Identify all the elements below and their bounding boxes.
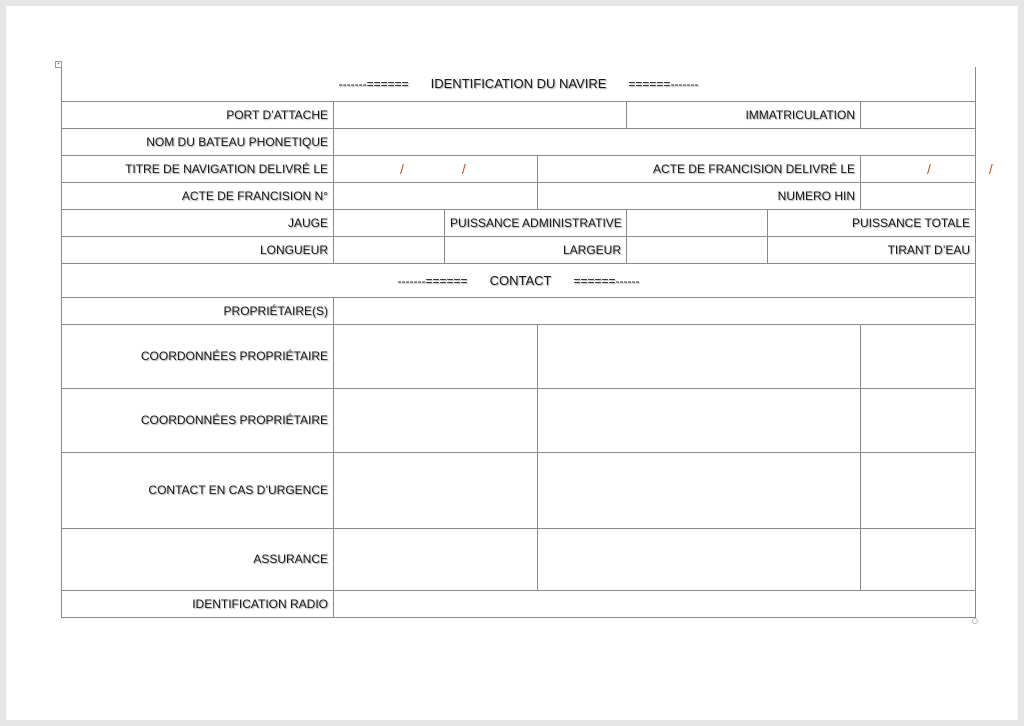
label-coordonnees-proprietaire-2: COORDONNÉES PROPRIÉTAIRE	[62, 388, 334, 452]
field-coordonnees-2c[interactable]	[861, 388, 976, 452]
field-assurance-a[interactable]	[334, 528, 538, 590]
field-coordonnees-2b[interactable]	[538, 388, 861, 452]
label-jauge: JAUGE	[62, 209, 334, 236]
field-immatriculation[interactable]	[861, 101, 976, 128]
label-contact-urgence: CONTACT EN CAS D’URGENCE	[62, 452, 334, 528]
field-assurance-b[interactable]	[538, 528, 861, 590]
field-acte-francision-date[interactable]	[861, 155, 993, 182]
field-coordonnees-1c[interactable]	[861, 324, 976, 388]
label-longueur: LONGUEUR	[62, 236, 334, 263]
label-nom-bateau: NOM DU BATEAU PHONETIQUE	[62, 128, 334, 155]
field-proprietaires[interactable]	[334, 297, 976, 324]
field-urgence-a[interactable]	[334, 452, 538, 528]
identification-title: IDENTIFICATION DU NAVIRE	[430, 76, 607, 92]
label-acte-francision-delivre: ACTE DE FRANCISION DELIVRÉ LE	[538, 155, 861, 182]
field-acte-francision-numero[interactable]	[334, 182, 538, 209]
date-separator: /	[461, 160, 466, 177]
label-largeur: LARGEUR	[445, 236, 627, 263]
field-puissance-administrative[interactable]	[627, 209, 768, 236]
contact-dash-left: -------======	[397, 273, 468, 288]
label-acte-francision-numero: ACTE DE FRANCISION N°	[62, 182, 334, 209]
document-page	[6, 6, 1018, 720]
label-port-attache: PORT D’ATTACHE	[62, 101, 334, 128]
table-end-marker-icon	[972, 618, 978, 624]
contact-section-header	[62, 263, 976, 297]
field-largeur[interactable]	[627, 236, 768, 263]
label-titre-navigation: TITRE DE NAVIGATION DELIVRÉ LE	[62, 155, 334, 182]
label-immatriculation: IMMATRICULATION	[627, 101, 861, 128]
label-assurance: ASSURANCE	[62, 528, 334, 590]
date-separator: /	[400, 160, 404, 177]
date-separator: /	[988, 160, 993, 177]
field-port-attache[interactable]	[334, 101, 627, 128]
field-identification-radio[interactable]	[334, 590, 976, 617]
field-titre-navigation-date[interactable]	[334, 155, 538, 182]
field-jauge[interactable]	[334, 209, 445, 236]
field-coordonnees-1b[interactable]	[538, 324, 861, 388]
field-assurance-c[interactable]	[861, 528, 976, 590]
label-puissance-administrative: PUISSANCE ADMINISTRATIVE	[445, 209, 627, 236]
label-coordonnees-proprietaire-1: COORDONNÉES PROPRIÉTAIRE	[62, 324, 334, 388]
contact-title: CONTACT	[489, 272, 552, 288]
label-tirant-eau: TIRANT D’EAU	[768, 236, 976, 263]
header-dash-left: -------======	[338, 77, 409, 92]
label-numero-hin: NUMERO HIN	[538, 182, 861, 209]
contact-dash-right: ======------	[573, 273, 640, 288]
date-separator: /	[927, 160, 931, 177]
vessel-identification-form	[61, 67, 993, 618]
field-urgence-b[interactable]	[538, 452, 861, 528]
field-coordonnees-1a[interactable]	[334, 324, 538, 388]
label-identification-radio: IDENTIFICATION RADIO	[62, 590, 334, 617]
identification-section-header	[62, 67, 976, 101]
field-urgence-c[interactable]	[861, 452, 976, 528]
field-numero-hin[interactable]	[861, 182, 976, 209]
label-puissance-totale: PUISSANCE TOTALE	[768, 209, 976, 236]
header-dash-right: ======-------	[628, 77, 699, 92]
label-proprietaires: PROPRIÉTAIRE(S)	[62, 297, 334, 324]
field-nom-bateau[interactable]	[334, 128, 976, 155]
field-longueur[interactable]	[334, 236, 445, 263]
table-move-handle-icon[interactable]: +	[55, 61, 62, 68]
field-coordonnees-2a[interactable]	[334, 388, 538, 452]
